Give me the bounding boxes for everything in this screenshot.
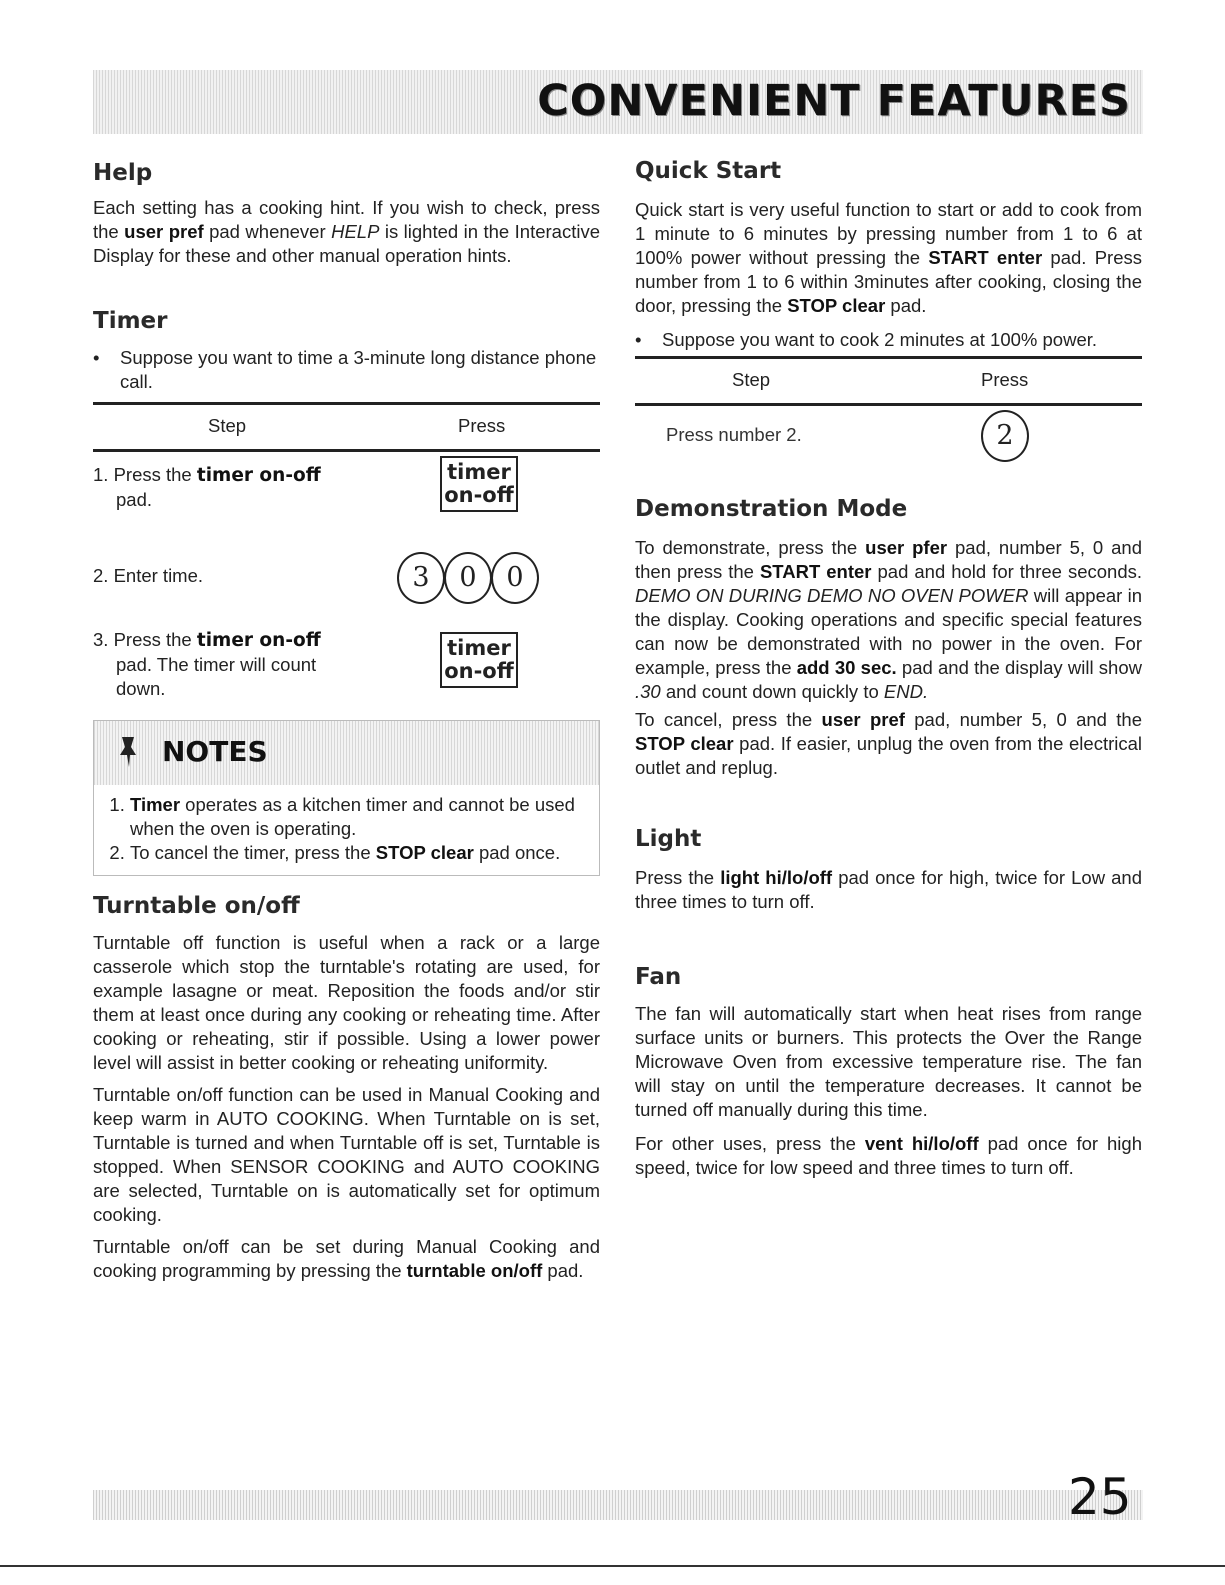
notes-box — [93, 720, 600, 876]
light-t2: pad once for high, twice for Low and three times to turn off. — [635, 867, 1143, 912]
quick-start-bullet: • Suppose you want to cook 2 minutes at 100% power. — [635, 328, 1169, 352]
demo2-b2: STOP clear — [635, 733, 734, 754]
pin-icon — [116, 735, 142, 769]
timer-table-header — [93, 402, 600, 452]
pad-line-1: timer — [447, 460, 511, 484]
footer-bar — [93, 1490, 1143, 1520]
step3-text: 3. Press the — [93, 629, 197, 650]
demo-i3: END. — [883, 681, 929, 702]
bottom-rule — [0, 1565, 1225, 1567]
right-column — [635, 150, 1143, 1178]
demo-t5: pad and the display will show — [896, 657, 1142, 678]
note2-text: To cancel the timer, press the — [130, 842, 376, 863]
turntable-p3 — [93, 1235, 600, 1283]
turntable-p2: Turntable on/off function can be used in Manual Cooking and keep warm in AUTO COOKING. When Turntable on is set, Turntable is turned and when Turntable off is set, Turntable is stopped. When SENSOR COOKING and AUTO COOKING are selected, Turntable on is automatically set for optimum cooking. — [93, 1084, 600, 1225]
turntable-p3-text: Turntable on/off can be set during Manual Cooking and cooking programming by pressing the — [93, 1236, 600, 1281]
help-text-3: is lighted in the Interactive Display for these and other manual operation hints. — [93, 221, 600, 266]
timer-bullet: • Suppose you want to time a 3-minute long distance phone call. — [93, 346, 627, 394]
digit-0-button: 0 — [444, 552, 492, 604]
qs-text-2: pad. Press number from 1 to 6 within 3minutes after cooking, closing the door, pressing the — [635, 247, 1143, 316]
demo-t6: and count down quickly to — [660, 681, 884, 702]
quick-start-paragraph — [635, 198, 1142, 318]
quick-start-table-header — [635, 356, 1142, 406]
demo-b2: START enter — [759, 561, 872, 582]
pad-line-2: on-off — [444, 483, 514, 507]
light-bold: light hi/lo/off — [720, 867, 833, 888]
light-paragraph — [635, 866, 1142, 914]
demo-b3: add 30 sec. — [796, 657, 897, 678]
demo-t3: pad and hold for three seconds. — [871, 561, 1142, 582]
light-heading: Light — [635, 826, 702, 852]
timer-on-off-pad — [440, 632, 518, 688]
timer-step-2: 2. Enter time. — [93, 565, 204, 586]
qs-text-3: pad. — [885, 295, 927, 316]
pad-line-2: on-off — [444, 659, 514, 683]
help-bold: user pref — [124, 221, 204, 242]
fan-paragraph-1: The fan will automatically start when heat rises from range surface units or burners. This protects the Over the Range Microwave Oven from excessive temperature rise. The fan will stay on until the temperature decreases. It cannot be turned off manually during this time. — [635, 1003, 1142, 1120]
fan-t1: For other uses, press the — [635, 1133, 865, 1154]
demo2-t3: pad. If easier, unplug the oven from the electrical outlet and replug. — [635, 733, 1143, 778]
qs-col-step: Step — [732, 369, 771, 390]
demo-heading: Demonstration Mode — [635, 496, 908, 522]
fan-heading: Fan — [635, 964, 682, 990]
notes-title: NOTES — [162, 735, 268, 768]
turntable-p3-bold: turntable on/off — [406, 1260, 543, 1281]
note-item — [130, 793, 599, 841]
note1-bold: Timer — [130, 794, 181, 815]
timer-col-step: Step — [208, 415, 247, 436]
left-column — [93, 150, 600, 699]
qs-row-step: Press number 2. — [666, 424, 802, 445]
fan-bold: vent hi/lo/off — [864, 1133, 979, 1154]
turntable-p3-text-2: pad. — [542, 1260, 584, 1281]
help-text-1: Each setting has a cooking hint. If you wish to check, press the — [93, 197, 600, 242]
step1-text: 1. Press the — [93, 464, 197, 485]
help-text-2: pad whenever — [203, 221, 332, 242]
step1-text-2: pad. — [116, 489, 153, 510]
turntable-heading: Turntable on/off — [93, 893, 300, 919]
demo-paragraph-2 — [635, 708, 1142, 780]
turntable-section — [93, 893, 600, 1283]
notes-header — [94, 721, 599, 785]
help-italic: HELP — [331, 221, 380, 242]
demo2-t1: To cancel, press the — [635, 709, 822, 730]
help-heading: Help — [93, 160, 153, 186]
header-banner — [93, 70, 1143, 134]
digit-0-button: 0 — [491, 552, 539, 604]
demo-t2: pad, number 5, 0 and then press the — [635, 537, 1142, 582]
note2-bold: STOP clear — [375, 842, 474, 863]
timer-step-1 — [93, 463, 393, 512]
digit-3-button: 3 — [397, 552, 445, 604]
step3-bold: timer on-off — [196, 630, 321, 651]
qs-col-press: Press — [981, 369, 1029, 390]
fan-t2: pad once for high speed, twice for low speed and three times to turn off. — [635, 1133, 1142, 1178]
demo-i1: DEMO ON DURING DEMO NO OVEN POWER — [635, 585, 1029, 606]
note1-text: operates as a kitchen timer and cannot be used when the oven is operating. — [130, 794, 575, 839]
demo2-b1: user pref — [821, 709, 905, 730]
demo-paragraph-1 — [635, 536, 1142, 704]
demo-t4: will appear in the display. Cooking operations and specific special features can now be demonstrated with no power in the oven. For example, press the — [635, 585, 1142, 678]
note-item — [130, 841, 599, 865]
notes-list — [94, 793, 599, 865]
step1-bold: timer on-off — [196, 465, 321, 486]
timer-col-press: Press — [458, 415, 506, 436]
qs-bold-1: START enter — [928, 247, 1043, 268]
timer-on-off-pad — [440, 456, 518, 512]
page-title: CONVENIENT FEATURES — [537, 76, 1131, 126]
page-number: 25 — [1068, 1468, 1132, 1526]
pad-line-1: timer — [447, 636, 511, 660]
step3-text-2: pad. The timer will count down. — [116, 654, 317, 699]
turntable-p1: Turntable off function is useful when a rack or a large casserole which stop the turntable's rotating are used, for example lasagne or meat. Reposition the foods and/or stir them at least once during any cooking or reheating time. After cooking or reheating, stir if possible. Using a lower power level will assist in better cooking or reheating uniformity. — [93, 932, 600, 1073]
demo-t1: To demonstrate, press the — [635, 537, 866, 558]
timer-heading: Timer — [93, 308, 168, 334]
light-t1: Press the — [635, 867, 721, 888]
help-paragraph — [93, 196, 600, 268]
demo-b1: user pfer — [865, 537, 948, 558]
note2-text-2: pad once. — [473, 842, 561, 863]
fan-paragraph-2 — [635, 1132, 1142, 1180]
demo2-t2: pad, number 5, 0 and the — [904, 709, 1143, 730]
digit-2-button: 2 — [981, 410, 1029, 462]
quick-start-heading: Quick Start — [635, 158, 782, 184]
qs-text-1: Quick start is very useful function to start or add to cook from 1 minute to 6 minutes by pressing number from 1 to 6 at 100% power without pressing the — [635, 199, 1142, 268]
demo-i2: .30 — [635, 681, 661, 702]
qs-bold-2: STOP clear — [787, 295, 886, 316]
timer-step-3 — [93, 628, 393, 701]
